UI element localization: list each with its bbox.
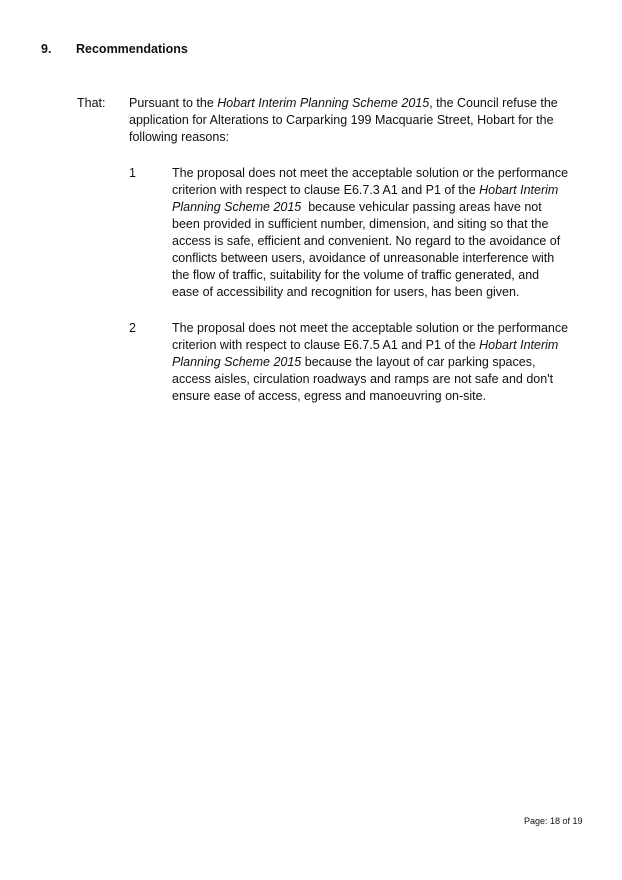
that-label: That: [77,96,106,110]
reason-text-post: because the layout of car parking spaces, access aisles, circulation roadways and ramps are not safe and don't ensure ease of access, egress and manoeuvring on-site. [172,355,554,403]
reason-text [172,320,569,405]
section-number: 9. [41,42,52,56]
section-heading [41,41,188,58]
reason-item [129,320,569,405]
reason-text-pre: The proposal does not meet the acceptable solution or the performance criterion with respect to clause E6.7.5 A1 and P1 of the [172,321,569,352]
reason-scheme-name: Hobart Interim Planning Scheme 2015 [172,338,559,369]
page-number: Page: 18 of 19 [524,816,583,826]
section-title: Recommendations [76,42,188,56]
reason-text-post: because vehicular passing areas have not been provided in sufficient number, dimension, and siting so that the access is safe, efficient and convenient. No regard to the avoidance of conflicts between users, avoidance of unreasonable interference with the flow of traffic, suitability for the volume of traffic generated, and ease of accessibility and recognition for users, has been given. [172,200,564,299]
reason-item [129,165,569,301]
intro-text-pre: Pursuant to the [129,96,218,110]
resolution-intro [129,95,569,146]
reason-text [172,165,569,301]
reason-text-pre: The proposal does not meet the acceptable solution or the performance criterion with respect to clause E6.7.3 A1 and P1 of the [172,166,569,197]
intro-text-post: , the Council refuse the application for Alterations to Carparking 199 Macquarie Street, Hobart for the following reasons: [129,96,558,144]
intro-scheme-name: Hobart Interim Planning Scheme 2015 [217,96,430,110]
reason-number: 1 [129,166,136,180]
reason-scheme-name: Hobart Interim Planning Scheme 2015 [172,183,559,214]
reason-number: 2 [129,321,136,335]
